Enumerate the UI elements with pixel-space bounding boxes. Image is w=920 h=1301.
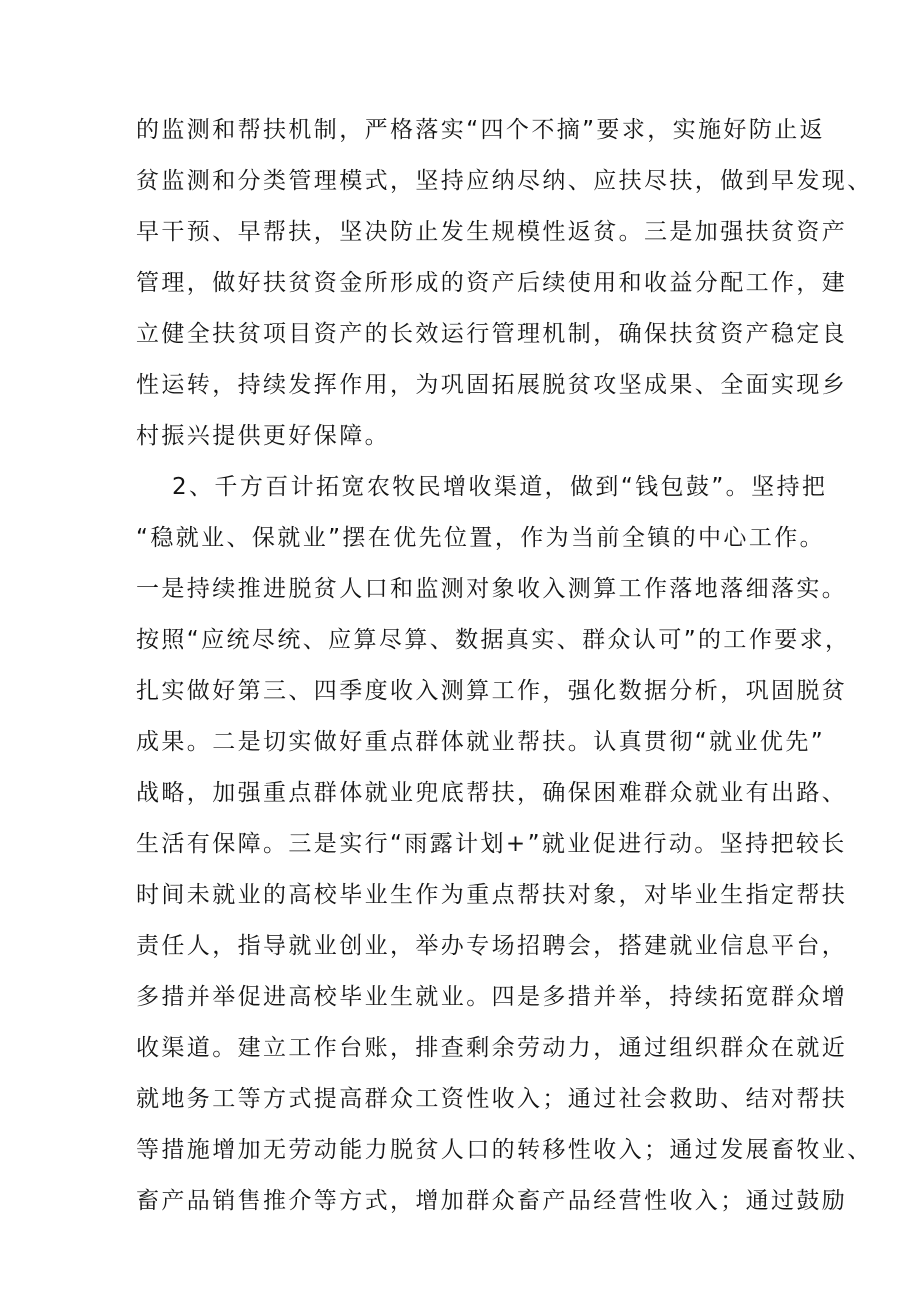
text-line: 责任人，指导就业创业，举办专场招聘会，搭建就业信息平台， [136,933,848,959]
text-line: 的监测和帮扶机制，严格落实“四个不摘”要求，实施好防止返 [136,117,826,143]
text-line: 多措并举促进高校毕业生就业。四是多措并举，持续拓宽群众增 [136,984,848,1010]
text-line: 收渠道。建立工作台账，排查剩余劳动力，通过组织群众在就近 [136,1035,848,1061]
text-line: 早干预、早帮扶，坚决防止发生规模性返贫。三是加强扶贫资产 [136,219,848,245]
text-line: 贫监测和分类管理模式，坚持应纳尽纳、应扶尽扶，做到早发现、 [136,168,873,194]
text-line: 成果。二是切实做好重点群体就业帮扶。认真贯彻“就业优先” [136,729,826,755]
text-line: 畜产品销售推介等方式，增加群众畜产品经营性收入；通过鼓励 [136,1188,848,1214]
text-line: 就地务工等方式提高群众工资性收入；通过社会救助、结对帮扶 [136,1086,848,1112]
text-line: “稳就业、保就业”摆在优先位置，作为当前全镇的中心工作。 [136,525,826,551]
text-line: 立健全扶贫项目资产的长效运行管理机制，确保扶贫资产稳定良 [136,321,848,347]
text-line: 按照“应统尽统、应算尽算、数据真实、群众认可”的工作要求， [136,627,851,653]
text-line: 一是持续推进脱贫人口和监测对象收入测算工作落地落细落实。 [136,576,848,602]
text-line: 性运转，持续发挥作用，为巩固拓展脱贫攻坚成果、全面实现乡 [136,372,848,398]
text-line: 管理，做好扶贫资金所形成的资产后续使用和收益分配工作，建 [136,270,848,296]
text-line: 生活有保障。三是实行“雨露计划+”就业促进行动。坚持把较长 [136,831,847,857]
text-line: 战略，加强重点群体就业兜底帮扶，确保困难群众就业有出路、 [136,780,848,806]
text-line: 时间未就业的高校毕业生作为重点帮扶对象，对毕业生指定帮扶 [136,882,848,908]
paragraph-first-line: 2、千方百计拓宽农牧民增收渠道，做到“钱包鼓”。坚持把 [172,474,828,500]
text-line: 扎实做好第三、四季度收入测算工作，强化数据分析，巩固脱贫 [136,678,848,704]
text-line: 村振兴提供更好保障。 [136,423,390,449]
text-line: 等措施增加无劳动能力脱贫人口的转移性收入；通过发展畜牧业、 [136,1137,873,1163]
